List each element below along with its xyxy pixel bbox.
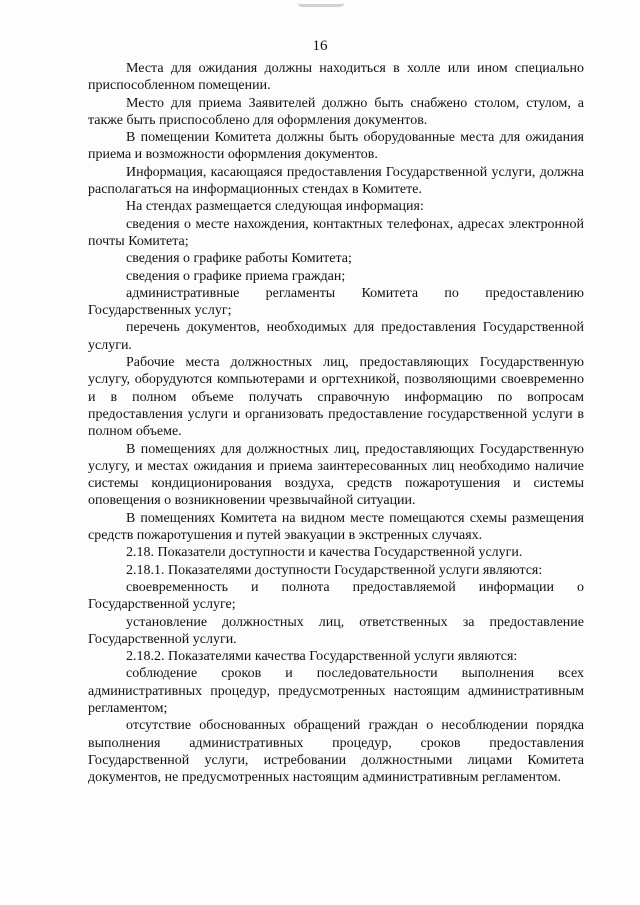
list-item: отсутствие обоснованных обращений граждан о несоблюдении порядка выполнения административных процедур, сроков предоставления Государственной услуги, истребовании должностными лицами Комитета документов, не предусмотренных настоящим административным регламентом. (88, 718, 584, 786)
subsection-heading: 2.18.1. Показателями доступности Государственной услуги являются: (126, 562, 543, 578)
paragraph: В помещениях для должностных лиц, предоставляющих Государственную услугу, и местах ожидания и приема заинтересованных лиц необходимо наличие системы кондиционирования воздуха, средств пожаротушения и системы оповещения о возникновении чрезвычайной ситуации. (88, 441, 584, 509)
list-item: установление должностных лиц, ответственных за предоставление Государственной услуги. (88, 614, 584, 647)
subsection-heading: 2.18.2. Показателями качества Государственной услуги являются: (126, 649, 518, 665)
paragraph: Информация, касающаяся предоставления Государственной услуги, должна располагаться на информационных стендах в Комитете. (88, 164, 584, 198)
list-item: сведения о графике работы Комитета; (126, 251, 352, 267)
list-item: перечень документов, необходимых для предоставления Государственной услуги. (88, 320, 584, 353)
list-item: сведения о графике приема граждан; (126, 268, 346, 284)
list-item: своевременность и полнота предоставляемой информации о Государственной услуге; (88, 579, 584, 613)
page-number: 16 (312, 38, 328, 54)
section-heading: 2.18. Показатели доступности и качества Государственной услуги. (126, 545, 523, 561)
paragraph: Место для приема Заявителей должно быть снабжено столом, стулом, а также быть приспособлено для оформления документов. (88, 95, 584, 128)
list-item: соблюдение сроков и последовательности выполнения всех административных процедур, предусмотренных настоящим административным регламентом; (88, 666, 584, 716)
document-body (88, 60, 584, 786)
paragraph: В помещении Комитета должны быть оборудованные места для ожидания приема и возможности оформления документов. (88, 130, 584, 163)
paragraph: На стендах размещается следующая информация: (126, 199, 424, 215)
paragraph: Рабочие места должностных лиц, предоставляющих Государственную услугу, оборудуются компьютерами и оргтехникой, позволяющими своевременно и в полном объеме получать справочную информацию по вопросам предоставления услуги и организовать предоставление государственной услуги в полном объеме. (88, 355, 584, 440)
list-item: сведения о месте нахождения, контактных телефонах, адресах электронной почты Комитета; (88, 216, 584, 249)
paragraph: Места для ожидания должны находиться в холле или ином специально приспособленном помещении. (88, 61, 584, 94)
list-item: административные регламенты Комитета по предоставлению Государственных услуг; (88, 285, 584, 319)
scan-artifact (298, 0, 344, 7)
paragraph: В помещениях Комитета на видном месте помещаются схемы размещения средств пожаротушения и путей эвакуации в экстренных случаях. (88, 510, 584, 544)
